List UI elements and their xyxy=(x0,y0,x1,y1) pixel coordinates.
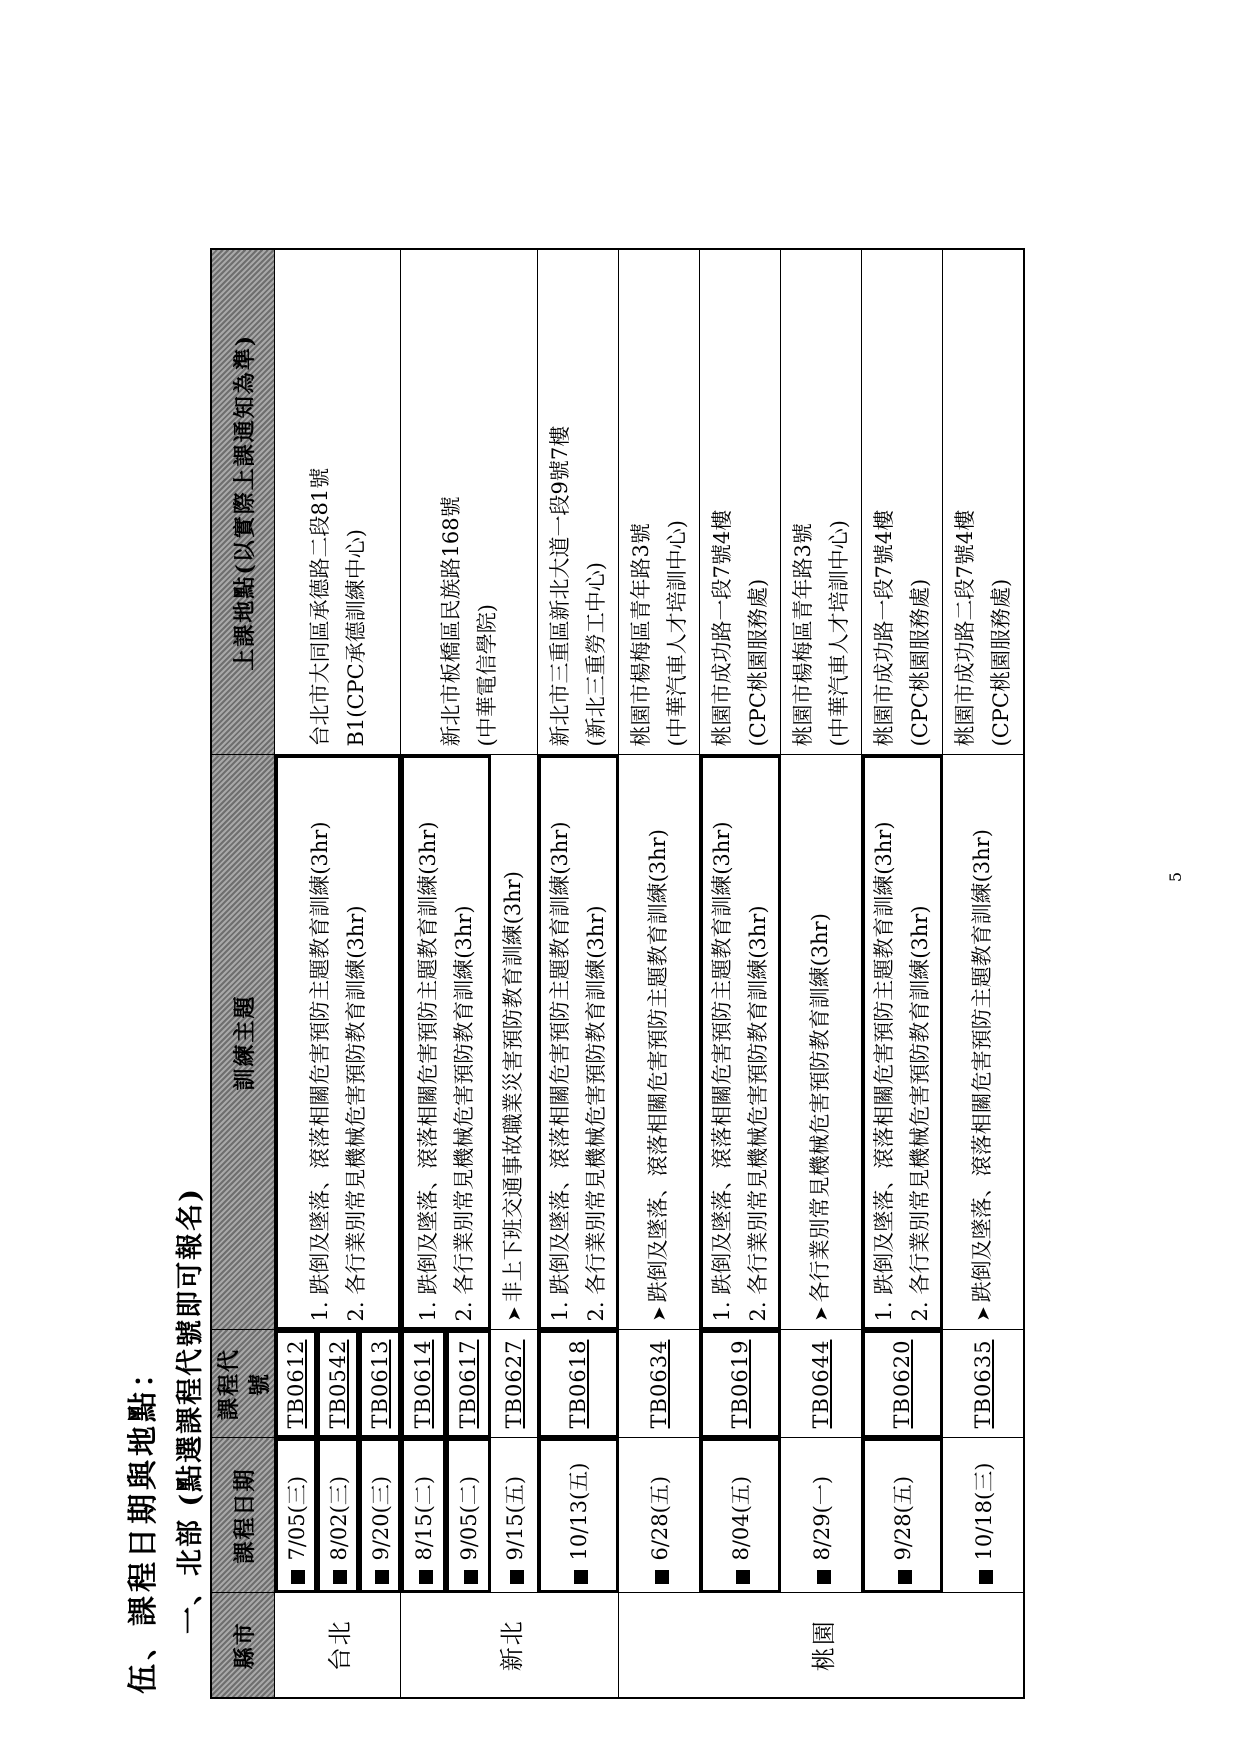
venue-address: 桃園市楊梅區青年路3號 (中華汽車人才培訓中心) xyxy=(619,249,700,755)
course-date: 10/18(三) xyxy=(943,1438,1025,1593)
checkbox-icon[interactable] xyxy=(291,1571,305,1585)
course-code-link[interactable]: TB0619 xyxy=(700,1330,781,1438)
course-code-link[interactable]: TB0620 xyxy=(862,1330,943,1438)
checkbox-icon[interactable] xyxy=(375,1571,389,1585)
course-date: 8/15(二) xyxy=(401,1438,446,1593)
venue-address: 台北市大同區承德路二段81號 B1(CPC承德訓練中心) xyxy=(275,249,401,755)
arrow-bullet-icon: ➤ xyxy=(811,1306,832,1322)
training-topic: 1. 跌倒及墜落、滾落相關危害預防主題教育訓練(3hr) 2. 各行業別常見機械危害預防教育訓練(3hr) xyxy=(401,755,491,1330)
header-code: 課程代號 xyxy=(211,1330,275,1438)
course-code-link[interactable]: TB0634 xyxy=(619,1330,700,1438)
header-date: 課程日期 xyxy=(211,1438,275,1593)
course-code-link[interactable]: TB0613 xyxy=(359,1330,401,1438)
arrow-bullet-icon: ➤ xyxy=(649,1306,670,1322)
checkbox-icon[interactable] xyxy=(510,1571,524,1585)
course-code-link[interactable]: TB0612 xyxy=(275,1330,317,1438)
page-number: 5 xyxy=(1166,871,1185,883)
table-row xyxy=(862,249,943,1698)
venue-address: 新北市三重區新北大道一段9號7樓 (新北三重勞工中心) xyxy=(538,249,619,755)
checkbox-icon[interactable] xyxy=(736,1571,750,1585)
course-code-link[interactable]: TB0542 xyxy=(317,1330,359,1438)
table-row xyxy=(401,249,446,1698)
checkbox-icon[interactable] xyxy=(333,1571,347,1585)
venue-address: 桃園市成功路一段7號4樓 (CPC桃園服務處) xyxy=(862,249,943,755)
table-header-row xyxy=(211,249,275,1698)
table-row xyxy=(700,249,781,1698)
course-date: 8/04(五) xyxy=(700,1438,781,1593)
checkbox-icon[interactable] xyxy=(655,1571,669,1585)
checkbox-icon[interactable] xyxy=(898,1571,912,1585)
training-topic: 1. 跌倒及墜落、滾落相關危害預防主題教育訓練(3hr) 2. 各行業別常見機械危害預防教育訓練(3hr) xyxy=(275,755,401,1330)
table-row xyxy=(619,249,700,1698)
checkbox-icon[interactable] xyxy=(464,1571,478,1585)
section-heading: 伍、課程日期與地點： xyxy=(126,1354,161,1694)
course-date: 9/20(三) xyxy=(359,1438,401,1593)
header-county: 縣市 xyxy=(211,1593,275,1698)
venue-address: 桃園市成功路二段7號4樓 (CPC桃園服務處) xyxy=(943,249,1025,755)
county-taoyuan: 桃園 xyxy=(619,1593,1025,1698)
venue-address: 新北市板橋區民族路168號 (中華電信學院) xyxy=(401,249,538,755)
course-code-link[interactable]: TB0627 xyxy=(491,1330,538,1438)
header-topic: 訓練主題 xyxy=(211,755,275,1330)
venue-address: 桃園市成功路一段7號4樓 (CPC桃園服務處) xyxy=(700,249,781,755)
course-date: 9/15(五) xyxy=(491,1438,538,1593)
county-newtaipei: 新北 xyxy=(401,1593,619,1698)
course-date: 9/28(五) xyxy=(862,1438,943,1593)
county-taipei: 台北 xyxy=(275,1593,401,1698)
arrow-bullet-icon: ➤ xyxy=(973,1306,994,1322)
course-date: 6/28(五) xyxy=(619,1438,700,1593)
checkbox-icon[interactable] xyxy=(979,1571,993,1585)
table-row xyxy=(943,249,1025,1698)
checkbox-icon[interactable] xyxy=(817,1571,831,1585)
course-date: 8/02(三) xyxy=(317,1438,359,1593)
course-date: 8/29(一) xyxy=(781,1438,862,1593)
course-date: 7/05(三) xyxy=(275,1438,317,1593)
training-topic: 1. 跌倒及墜落、滾落相關危害預防主題教育訓練(3hr) 2. 各行業別常見機械危害預防教育訓練(3hr) xyxy=(862,755,943,1330)
training-topic: ➤跌倒及墜落、滾落相關危害預防主題教育訓練(3hr) xyxy=(943,755,1025,1330)
training-topic: ➤各行業別常見機械危害預防教育訓練(3hr) xyxy=(781,755,862,1330)
checkbox-icon[interactable] xyxy=(419,1571,433,1585)
course-code-link[interactable]: TB0614 xyxy=(401,1330,446,1438)
header-venue: 上課地點(以實際上課通知為準) xyxy=(211,249,275,755)
training-topic: ➤跌倒及墜落、滾落相關危害預防主題教育訓練(3hr) xyxy=(619,755,700,1330)
arrow-bullet-icon: ➤ xyxy=(504,1306,525,1322)
course-schedule-table xyxy=(210,248,1025,1699)
table-row xyxy=(538,249,619,1698)
course-date: 10/13(五) xyxy=(538,1438,619,1593)
course-code-link[interactable]: TB0644 xyxy=(781,1330,862,1438)
training-topic: 1. 跌倒及墜落、滾落相關危害預防主題教育訓練(3hr) 2. 各行業別常見機械危害預防教育訓練(3hr) xyxy=(538,755,619,1330)
training-topic: ➤非上下班交通事故職業災害預防教育訓練(3hr) xyxy=(491,755,538,1330)
training-topic: 1. 跌倒及墜落、滾落相關危害預防主題教育訓練(3hr) 2. 各行業別常見機械危害預防教育訓練(3hr) xyxy=(700,755,781,1330)
table-row xyxy=(781,249,862,1698)
course-code-link[interactable]: TB0635 xyxy=(943,1330,1025,1438)
course-code-link[interactable]: TB0617 xyxy=(446,1330,491,1438)
course-date: 9/05(二) xyxy=(446,1438,491,1593)
region-subheading: 一、北部 (點選課程代號即可報名) xyxy=(175,1187,206,1634)
venue-address: 桃園市楊梅區青年路3號 (中華汽車人才培訓中心) xyxy=(781,249,862,755)
checkbox-icon[interactable] xyxy=(574,1571,588,1585)
course-code-link[interactable]: TB0618 xyxy=(538,1330,619,1438)
table-row xyxy=(275,249,317,1698)
